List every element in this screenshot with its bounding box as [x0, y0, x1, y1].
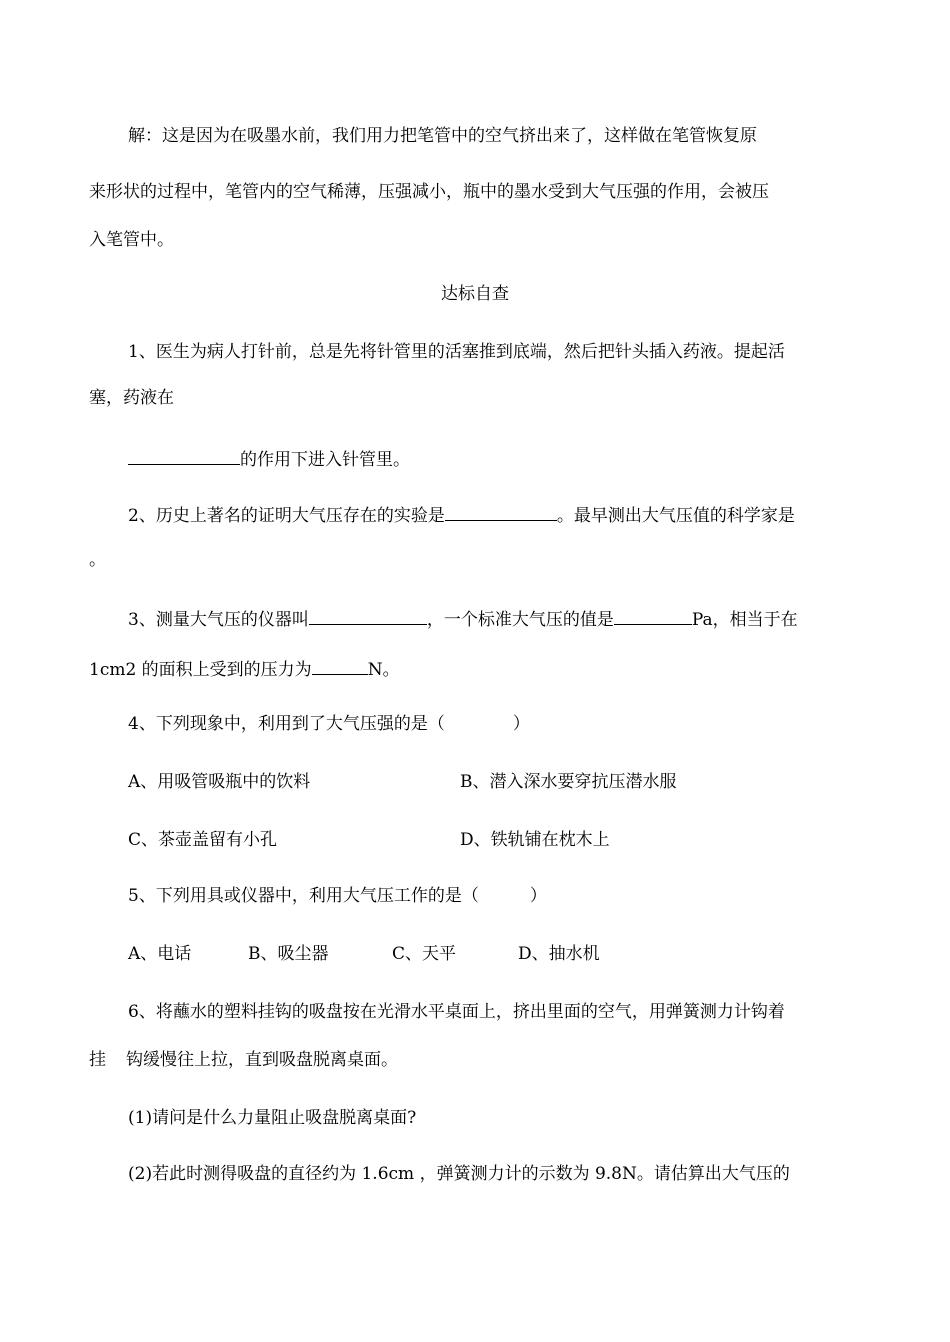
question-text: 钩缓慢往上拉，直到吸盘脱离桌面。: [126, 1050, 398, 1070]
question-text: Pa，相当于在: [691, 610, 798, 630]
option-a[interactable]: A、用吸管吸瓶中的饮料: [128, 772, 311, 792]
option-c[interactable]: C、茶壶盖留有小孔: [128, 830, 278, 850]
question-line: [128, 606, 798, 632]
question-line: [128, 502, 795, 528]
question-text: 1cm2 的面积上受到的压力为: [89, 660, 312, 680]
answer-blank[interactable]: [309, 606, 427, 625]
question-line: 6、将蘸水的塑料挂钩的吸盘按在光滑水平桌面上，挤出里面的空气，用弹簧测力计钩着: [128, 1002, 785, 1022]
answer-line: 来形状的过程中，笔管内的空气稀薄，压强减小，瓶中的墨水受到大气压强的作用，会被压: [89, 182, 769, 202]
question-line: [128, 446, 410, 472]
answer-line: 解：这是因为在吸墨水前，我们用力把笔管中的空气挤出来了，这样做在笔管恢复原: [128, 126, 757, 146]
question-stem: 4、下列现象中，利用到了大气压强的是（ ）: [128, 714, 530, 734]
question-text: 的作用下进入针管里。: [240, 450, 410, 470]
option-a[interactable]: A、电话: [128, 944, 192, 964]
option-c[interactable]: C、天平: [392, 944, 457, 964]
sub-question-2: (2)若此时测得吸盘的直径约为 1.6cm ，弹簧测力计的示数为 9.8N。请估算出大气压的: [128, 1164, 790, 1184]
question-line: [89, 1048, 398, 1072]
question-text: 3、测量大气压的仪器叫: [128, 610, 309, 630]
answer-blank[interactable]: [445, 502, 557, 521]
option-b[interactable]: B、吸尘器: [248, 944, 329, 964]
question-text: 。最早测出大气压值的科学家是: [556, 506, 795, 526]
section-title: 达标自查: [441, 284, 509, 304]
question-line: 。: [89, 550, 106, 570]
answer-blank[interactable]: [614, 606, 692, 625]
question-line: 塞，药液在: [89, 388, 174, 408]
answer-line: 入笔管中。: [89, 230, 174, 250]
option-d[interactable]: D、铁轨铺在枕木上: [460, 830, 610, 850]
question-text: 挂: [89, 1050, 106, 1070]
question-text: N。: [367, 660, 400, 680]
question-text: 2、历史上著名的证明大气压存在的实验是: [128, 506, 445, 526]
option-b[interactable]: B、潜入深水要穿抗压潜水服: [460, 772, 677, 792]
sub-question-1: (1)请问是什么力量阻止吸盘脱离桌面?: [128, 1108, 417, 1128]
option-d[interactable]: D、抽水机: [518, 944, 600, 964]
answer-blank[interactable]: [128, 446, 240, 465]
answer-blank[interactable]: [312, 656, 368, 675]
question-text: ，一个标准大气压的值是: [426, 610, 614, 630]
question-stem: 5、下列用具或仪器中，利用大气压工作的是（ ）: [128, 886, 547, 906]
question-line: [89, 656, 400, 682]
question-line: 1、医生为病人打针前，总是先将针管里的活塞推到底端，然后把针头插入药液。提起活: [128, 342, 785, 362]
